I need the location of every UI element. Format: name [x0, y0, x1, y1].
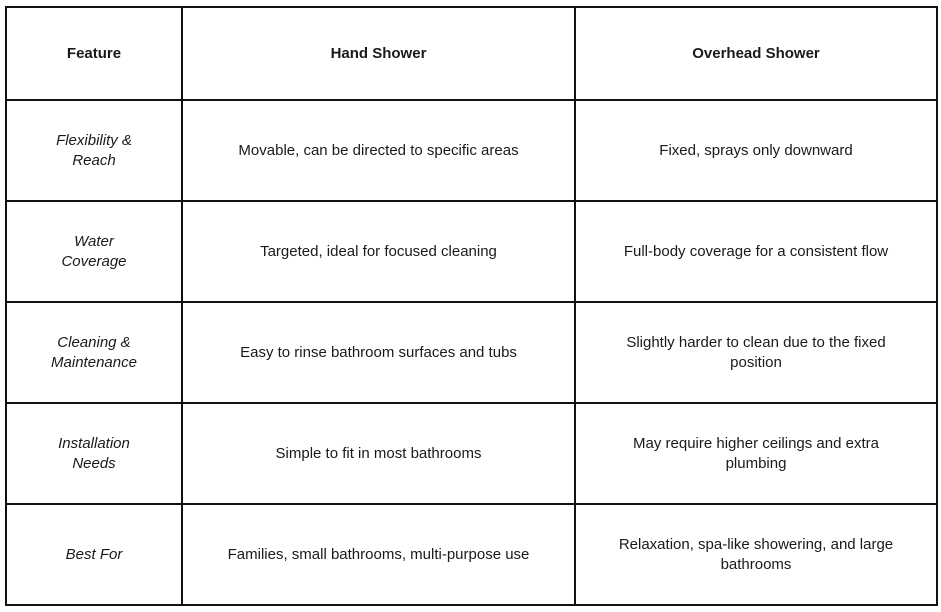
- hand-shower-cell: Simple to fit in most bathrooms: [182, 403, 575, 504]
- overhead-shower-cell: Fixed, sprays only downward: [575, 100, 937, 201]
- header-row: [6, 7, 937, 100]
- table-row: [6, 403, 937, 504]
- feature-cell: Installation Needs: [6, 403, 182, 504]
- table-row: [6, 302, 937, 403]
- table-row: [6, 201, 937, 302]
- overhead-shower-cell: Slightly harder to clean due to the fixed position: [575, 302, 937, 403]
- feature-cell: Cleaning & Maintenance: [6, 302, 182, 403]
- header-hand-shower: Hand Shower: [182, 7, 575, 100]
- header-feature: Feature: [6, 7, 182, 100]
- hand-shower-cell: Families, small bathrooms, multi-purpose use: [182, 504, 575, 605]
- overhead-shower-cell: Relaxation, spa-like showering, and large bathrooms: [575, 504, 937, 605]
- comparison-table: [5, 6, 938, 606]
- feature-cell: Water Coverage: [6, 201, 182, 302]
- table-row: [6, 504, 937, 605]
- feature-cell: Flexibility & Reach: [6, 100, 182, 201]
- hand-shower-cell: Easy to rinse bathroom surfaces and tubs: [182, 302, 575, 403]
- hand-shower-cell: Targeted, ideal for focused cleaning: [182, 201, 575, 302]
- hand-shower-cell: Movable, can be directed to specific areas: [182, 100, 575, 201]
- overhead-shower-cell: Full-body coverage for a consistent flow: [575, 201, 937, 302]
- feature-cell: Best For: [6, 504, 182, 605]
- header-overhead-shower: Overhead Shower: [575, 7, 937, 100]
- overhead-shower-cell: May require higher ceilings and extra plumbing: [575, 403, 937, 504]
- table-row: [6, 100, 937, 201]
